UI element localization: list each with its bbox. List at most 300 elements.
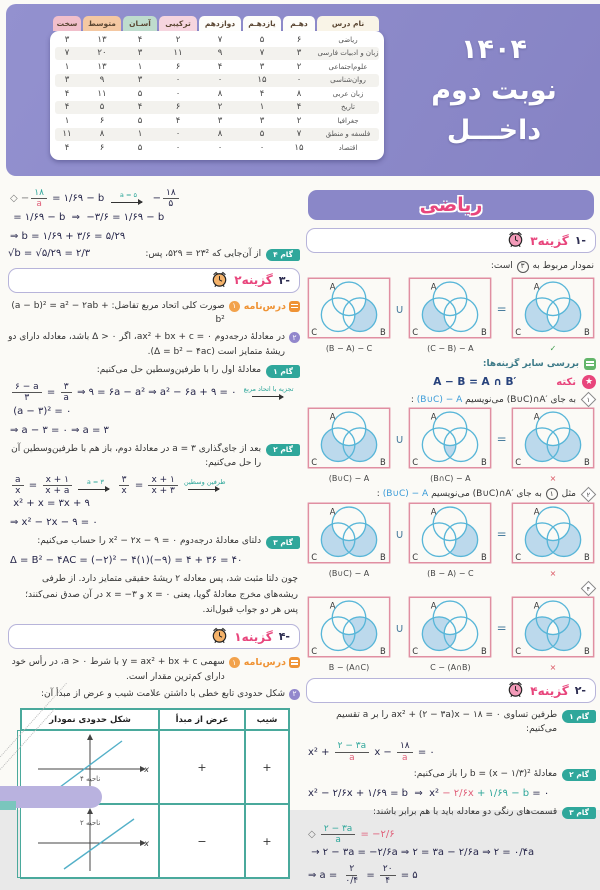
solution-step xyxy=(306,806,596,820)
body-text: در آن صدق نمی‌کنند؛ پس هر دو جواب قبول‌اند. xyxy=(22,589,298,615)
right-column xyxy=(306,178,596,890)
svg-text:C: C xyxy=(311,327,318,338)
table-cell: ۴ xyxy=(64,88,70,99)
math-text: ⇒ x² − ۲x − ۹ = ۰ xyxy=(10,517,98,529)
venn-svg xyxy=(307,407,391,473)
svg-text:B: B xyxy=(481,552,488,563)
math-text: ◇ xyxy=(308,829,319,841)
column-header: نام درس xyxy=(317,16,379,31)
body-text: به جای xyxy=(547,394,576,405)
math-text: = xyxy=(363,869,378,881)
fraction-numerator: x + ۱ xyxy=(148,475,177,486)
diamond-number-icon xyxy=(581,581,597,597)
fraction-numerator: a xyxy=(12,475,24,486)
fraction xyxy=(12,382,42,404)
svg-text:ناحیه ۲: ناحیه ۲ xyxy=(80,819,101,828)
table-cell: ۲ xyxy=(296,115,302,126)
math-text: x² − ۲x − ۹ = ۰ xyxy=(108,536,178,547)
venn-svg xyxy=(511,596,595,662)
table-cell: ۳ xyxy=(137,75,143,86)
venn-svg xyxy=(307,596,391,662)
table-cell: ۵ xyxy=(137,115,143,126)
table-header-cell: شیب xyxy=(245,709,289,730)
fraction xyxy=(342,864,361,886)
item-number-badge: ۱ xyxy=(229,657,240,668)
venn-svg xyxy=(511,502,595,568)
svg-text:A: A xyxy=(533,506,540,517)
course-name: فلسفه و منطق xyxy=(325,130,371,139)
venn-diagram-row xyxy=(306,596,596,672)
fraction-numerator: ۱۸ xyxy=(163,188,179,199)
lesson-note-text xyxy=(41,687,285,701)
table-cell: ۰ xyxy=(217,75,223,86)
table-cell: ۳ xyxy=(137,48,143,59)
fraction-denominator: x + a xyxy=(45,486,70,497)
table-row xyxy=(55,60,379,74)
column-header: یازدهـم xyxy=(243,16,281,31)
svg-text:A: A xyxy=(533,600,540,611)
fraction-numerator: ۲ xyxy=(346,864,357,875)
notebook-icon xyxy=(289,657,300,668)
notebook-icon xyxy=(289,301,300,312)
answer-option: گزینه۴ xyxy=(530,683,569,698)
column-header: ترکیبی xyxy=(159,16,197,31)
svg-text:B: B xyxy=(583,646,590,657)
body-text: از آن‌جایی که xyxy=(209,248,262,259)
body-text: : xyxy=(376,489,383,500)
math-text: − ۲/۶x xyxy=(442,787,477,799)
labeled-arrow xyxy=(184,479,226,492)
arrow-label: a = ۵ xyxy=(119,191,137,200)
venn-label: ✓ xyxy=(549,344,557,354)
diamond-number-icon xyxy=(581,392,597,408)
step-badge: گام ۴ xyxy=(266,249,300,262)
table-row xyxy=(55,87,379,101)
table-cell: ۱ xyxy=(259,102,265,113)
table-row xyxy=(55,33,379,47)
review-text: بررسی سایر گزینه‌ها: xyxy=(482,359,579,370)
math-text: √b = √۵/۲۹ = ۲/۳ xyxy=(8,247,91,259)
arrow-shaft xyxy=(252,394,286,400)
table-cell: ۸ xyxy=(217,129,223,140)
math-text: a > ۰ xyxy=(63,657,88,668)
lesson-note-item xyxy=(8,299,300,328)
step-text xyxy=(97,364,261,378)
fraction-numerator: ۱۸ xyxy=(397,741,413,752)
item-number-badge: ۱ xyxy=(229,301,240,312)
lesson-note-text xyxy=(5,330,285,359)
lesson-note-badge xyxy=(244,299,300,314)
equation-line xyxy=(10,553,300,568)
table-row xyxy=(55,114,379,128)
fraction xyxy=(12,475,24,497)
svg-text:B: B xyxy=(583,457,590,468)
table-cell: ۶ xyxy=(175,102,181,113)
lesson-note xyxy=(8,655,300,701)
left-column xyxy=(5,184,300,879)
venn-diagram-row xyxy=(306,502,596,578)
fraction xyxy=(335,741,369,763)
alarm-clock-icon xyxy=(507,231,524,248)
arrow-label: a = ۳ xyxy=(86,477,104,486)
venn-diagram xyxy=(407,277,493,353)
svg-text:B: B xyxy=(380,327,386,338)
math-text: ⇒ b = ۱/۶۹ + ۳/۶ = ۵/۲۹ xyxy=(10,230,126,242)
body-text: بعد از جای‌گذاری xyxy=(195,443,262,454)
svg-text:ناحیه ۴: ناحیه ۴ xyxy=(80,775,101,784)
math-text: = xyxy=(43,387,59,399)
fraction-numerator: ۶ − a xyxy=(12,382,42,393)
fraction xyxy=(397,741,413,763)
step-badge: گام ۲ xyxy=(266,444,300,457)
math-text: = ۱/۶۹ − b xyxy=(48,193,108,205)
math-text: ⇒ ۹ = ۶a − a² ⇒ a² − ۶a + ۹ = ۰ xyxy=(73,387,240,399)
question-number: ۲- xyxy=(574,684,586,698)
fraction-denominator: x xyxy=(15,486,21,497)
svg-text:C: C xyxy=(412,327,419,338)
step-text xyxy=(373,806,557,820)
course-name: علوم‌اجتماعی xyxy=(328,62,368,71)
question-header xyxy=(8,624,300,649)
svg-text:A: A xyxy=(329,506,336,517)
venn-svg xyxy=(408,407,492,473)
venn-diagram-row xyxy=(306,407,596,483)
svg-text:C: C xyxy=(412,646,419,657)
math-text: x² − ۲/۶x + ۱/۶۹ = b ⇒ x² xyxy=(308,787,443,799)
venn-svg xyxy=(511,277,595,343)
table-cell: ۱۵ xyxy=(257,75,267,86)
note-label: نکته xyxy=(556,376,576,388)
table-cell: ۹ xyxy=(99,75,105,86)
table-cell: ۲ xyxy=(217,102,223,113)
math-text: ax² + (۲ − ۳a)x − ۱۸ = ۰ xyxy=(391,710,501,721)
diamond-number-icon xyxy=(581,487,597,503)
fraction-numerator: ۲ − ۳a xyxy=(335,741,369,752)
table-cell: ۷ xyxy=(217,34,223,45)
lesson-note-badge xyxy=(244,655,300,670)
venn-diagram xyxy=(510,277,596,353)
slope-cell: + xyxy=(245,730,289,804)
table-cell: ۱ xyxy=(64,61,70,72)
table-cell: ۰ xyxy=(259,142,265,153)
course-name: اقتصاد xyxy=(338,143,358,152)
table-cell: ۳ xyxy=(259,115,265,126)
fraction-numerator: x + ۱ xyxy=(43,475,72,486)
column-header: آسـان xyxy=(123,16,157,31)
body-text: نمودار مربوط به xyxy=(529,261,594,271)
table-cell: ۳ xyxy=(64,34,70,45)
fraction-numerator: ۱۸ xyxy=(31,188,47,199)
table-cell: ۴ xyxy=(296,102,302,113)
svg-text:C: C xyxy=(412,457,419,468)
venn-diagram xyxy=(407,407,493,483)
star-icon: ★ xyxy=(582,375,596,389)
math-text: x − xyxy=(371,746,395,758)
math-text: x² + x = ۳x + ۹ xyxy=(10,498,90,510)
math-text: = ۰ xyxy=(414,746,435,758)
lesson-note-text xyxy=(8,655,225,684)
body-text: در معادلهٔ دوم، باز هم با طرفین‌وسطین آن را حل می‌کنیم: xyxy=(8,443,262,468)
step-text xyxy=(306,709,557,737)
table-cell: ۴ xyxy=(137,34,143,45)
venn-label: (B − A) − C xyxy=(325,344,373,354)
banner-title-line: نوبت دوم xyxy=(431,74,557,106)
body-text: صورت کلی اتحاد مربع تفاضل: xyxy=(108,300,225,311)
body-text: با شرط xyxy=(87,657,122,668)
math-text: ax² + bx + c = ۰ xyxy=(136,332,212,343)
banner xyxy=(6,4,600,176)
math-text: = xyxy=(131,480,147,492)
item-number-badge: ۲ xyxy=(289,332,300,343)
math-text: x² + xyxy=(308,746,333,758)
question-header xyxy=(306,228,596,253)
table-cell: ۰ xyxy=(175,88,181,99)
fraction xyxy=(60,382,72,404)
svg-text:A: A xyxy=(431,600,437,611)
body-text: دلتای معادلهٔ درجه‌دوم xyxy=(177,536,262,547)
venn-diagram xyxy=(510,596,596,672)
venn-diagram xyxy=(407,596,493,672)
table-cell: ۸ xyxy=(99,129,105,140)
svg-text:A: A xyxy=(431,411,437,422)
body-text: می‌نویسیم xyxy=(462,394,507,405)
table-cell: ۷ xyxy=(64,48,70,59)
math-text: Δ = B² − ۴AC = (−۲)² − ۴(۱)(−۹) = ۴ + ۳۶ = ۴۰ xyxy=(10,555,243,567)
fraction-denominator: ۵ xyxy=(168,199,174,210)
equation-line xyxy=(308,864,596,886)
table-cell: ۹ xyxy=(217,48,223,59)
svg-text:A: A xyxy=(533,281,540,292)
venn-diagram xyxy=(407,502,493,578)
venn-svg xyxy=(307,502,391,568)
table-cell: ۴ xyxy=(259,88,265,99)
math-text: − xyxy=(149,193,161,205)
math-text: ۵۲۹ = ۲۳² xyxy=(168,248,210,259)
course-name: تاریخ xyxy=(341,103,355,112)
table-cell: ۲ xyxy=(175,34,181,45)
table-cell: ۴ xyxy=(217,61,223,72)
question-header xyxy=(8,268,300,293)
equation-line xyxy=(10,423,300,438)
fraction-denominator: x + ۳ xyxy=(151,486,175,497)
table-cell: ۸ xyxy=(217,88,223,99)
venn-diagram xyxy=(510,407,596,483)
graph-cell xyxy=(17,804,159,878)
math-text: = ۱/۶۹ − b ⇒ −۳/۶ = ۱/۶۹ − b xyxy=(10,211,165,223)
table-cell: ۰ xyxy=(217,142,223,153)
math-text: (a − b)² = a² − ۲ab + b² xyxy=(8,300,225,326)
labeled-arrow xyxy=(111,192,145,205)
table-cell: ۳ xyxy=(217,115,223,126)
body-text: مثل xyxy=(558,489,576,500)
subject-header xyxy=(308,190,594,220)
equation-line xyxy=(10,188,300,225)
body-text: باشد، معادله دارای دو ریشهٔ متمایز است xyxy=(5,332,285,357)
svg-text:x: x xyxy=(144,765,149,775)
table-cell: ۳ xyxy=(64,75,70,86)
math-text: b = (x − ۱/۳)² xyxy=(469,768,531,779)
body-text: به جای xyxy=(513,489,545,500)
table-cell: ۴ xyxy=(64,102,70,113)
math-text: = −۲/۶ xyxy=(357,829,398,841)
fraction-numerator: ۲۰ xyxy=(380,864,396,875)
decoration-corner xyxy=(0,801,16,810)
fraction xyxy=(148,475,177,497)
solution-step xyxy=(8,443,300,471)
banner-title-line: ۱۴۰۴ xyxy=(461,34,527,65)
venn-svg xyxy=(408,277,492,343)
math-text: ◇ − xyxy=(10,193,30,205)
arrow-shaft xyxy=(111,199,145,205)
arrow-shaft xyxy=(188,486,222,492)
fraction-denominator: a xyxy=(335,835,341,846)
table-cell: ۵ xyxy=(137,88,143,99)
solution-step xyxy=(8,535,300,549)
table-cell: ۸ xyxy=(296,88,302,99)
body-text: است: xyxy=(490,261,516,271)
svg-text:C: C xyxy=(412,552,419,563)
solution-step xyxy=(306,709,596,737)
table-cell: ۲ xyxy=(296,61,302,72)
math-text: x = −۳ xyxy=(105,589,137,600)
math-text: (B∪C) − A xyxy=(382,489,429,500)
venn-diagram xyxy=(306,502,392,578)
math-text: (B∪C)∩A′ xyxy=(472,489,514,500)
fraction-denominator: ۰/۴ xyxy=(345,875,359,886)
item-number-badge: ۲ xyxy=(289,689,300,700)
course-name: زبان عربی xyxy=(332,89,364,98)
svg-text:B: B xyxy=(583,552,590,563)
fraction xyxy=(118,475,129,497)
venn-label: (C − B) − A xyxy=(427,344,474,354)
venn-label: C − (A∩B) xyxy=(430,663,471,673)
equation-line xyxy=(308,741,596,763)
equation-line xyxy=(308,786,596,801)
body-text: ، در رأس خود دارای کم‌ترین مقدار است. xyxy=(8,657,225,682)
body-text: طرفین تساوی xyxy=(500,710,558,721)
circled-number: ۱ xyxy=(546,488,558,500)
equation-line xyxy=(10,229,300,244)
table-cell: ۱۳ xyxy=(97,61,107,72)
venn-diagram xyxy=(306,407,392,483)
table-cell: ۰ xyxy=(175,142,181,153)
set-operator: = xyxy=(496,302,507,317)
solution-step xyxy=(8,364,300,378)
intercept-cell: − xyxy=(159,804,245,878)
step-badge: گام ۳ xyxy=(562,807,596,820)
course-name: جغرافیا xyxy=(337,116,359,125)
math-text: x = ۰ xyxy=(146,589,171,600)
body-text: معادلهٔ xyxy=(530,768,558,779)
table-cell: ۱۳ xyxy=(97,34,107,45)
svg-text:A: A xyxy=(329,411,336,422)
fraction-numerator: ۳ xyxy=(61,382,72,393)
set-operator: = xyxy=(496,621,507,636)
difficulty-table xyxy=(50,16,384,160)
table-row xyxy=(55,101,379,115)
body-text: : xyxy=(410,394,417,405)
table-cell: ۴ xyxy=(64,142,70,153)
table-header-cell: شکل حدودی نمودار xyxy=(21,709,159,730)
table-cell: ۱۵ xyxy=(294,142,304,153)
set-operator: ∪ xyxy=(395,302,405,317)
step-badge: گام ۲ xyxy=(562,769,596,782)
math-text: (Δ = b² − ۴ac) xyxy=(150,346,215,357)
lesson-note-label: درس‌نامه xyxy=(243,300,286,312)
banner-title xyxy=(404,30,584,152)
svg-text:A: A xyxy=(329,600,336,611)
table-cell: ۴ xyxy=(175,115,181,126)
step-with-equation-row xyxy=(8,248,300,262)
alarm-clock-icon xyxy=(211,271,228,288)
step-text xyxy=(145,248,261,262)
table-row xyxy=(21,804,289,878)
fraction xyxy=(31,188,47,210)
alarm-clock-icon xyxy=(507,681,524,698)
labeled-arrow xyxy=(78,479,112,492)
math-text: ⇒ a − ۳ = ۰ ⇒ a = ۳ xyxy=(10,424,109,436)
venn-label: × xyxy=(549,663,557,673)
difficulty-table-body xyxy=(50,31,384,160)
fraction-denominator: a xyxy=(402,752,408,763)
math-text: a xyxy=(362,710,369,721)
column-header: دهـم xyxy=(283,16,315,31)
body-text: و xyxy=(136,589,147,600)
table-cell: ۷ xyxy=(259,48,265,59)
math-text: (B∪C)∩A′ xyxy=(506,394,548,405)
paragraph xyxy=(308,259,594,274)
math-text: y = ax² + bx + c xyxy=(121,657,198,668)
body-text: در معادلهٔ درجه‌دوم xyxy=(211,332,285,343)
body-text: چون دلتا مثبت شد، پس معادله ۲ ریشهٔ حقیقی متمایز دارد. از طرفی ریشه‌های مخرج معادلهٔ گویا، یعنی xyxy=(39,574,298,600)
table-cell: ۱ xyxy=(137,129,143,140)
math-text: = ۰ xyxy=(532,787,550,799)
case-text xyxy=(377,488,576,500)
table-cell: ۶ xyxy=(296,34,302,45)
body-text: قسمت‌های رنگی دو معادله باید با هم برابر باشند: xyxy=(373,806,558,817)
body-text: سهمی xyxy=(197,657,225,668)
svg-text:C: C xyxy=(515,552,522,563)
case-number: ۴ xyxy=(586,584,591,593)
table-cell: ۲۰ xyxy=(97,48,107,59)
question-header xyxy=(306,678,596,703)
math-text: + ۱/۶۹ − b xyxy=(476,787,533,799)
case-number: ۱ xyxy=(586,395,591,404)
case-line xyxy=(308,488,594,500)
equation-line xyxy=(8,248,136,259)
step-text xyxy=(37,535,261,549)
intercept-cell: + xyxy=(159,730,245,804)
arrow-label: تجزیه با اتحاد مربع xyxy=(243,385,294,394)
body-text: ، اگر xyxy=(116,332,137,343)
column-header: متوسط xyxy=(83,16,121,31)
table-header-row xyxy=(21,709,289,730)
alarm-clock-icon xyxy=(211,627,228,644)
math-text: a = ۳ xyxy=(172,443,196,454)
slope-cell: + xyxy=(245,804,289,878)
venn-label: (B − A) − C xyxy=(427,569,474,579)
venn-diagram xyxy=(306,277,392,353)
svg-text:C: C xyxy=(311,646,318,657)
fraction-numerator: ۳ xyxy=(119,475,130,486)
svg-text:A: A xyxy=(329,281,336,292)
body-text: را حساب می‌کنیم: xyxy=(37,536,109,547)
course-name: زبان و ادبیات فارسی xyxy=(317,49,379,58)
column-header: سخت xyxy=(53,16,81,31)
case-line xyxy=(308,394,594,405)
question-number: ۳- xyxy=(278,273,290,287)
math-text: Δ > ۰ xyxy=(92,332,117,343)
